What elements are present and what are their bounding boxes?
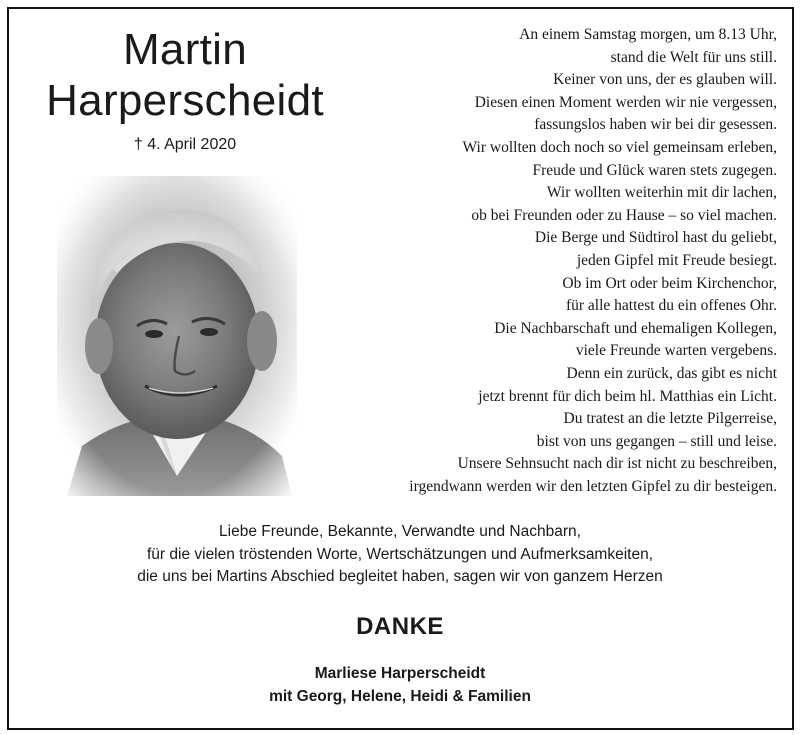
signature-line: Marliese Harperscheidt <box>314 665 486 682</box>
portrait-photo <box>57 176 297 496</box>
poem-line: für alle hattest du ein offenes Ohr. <box>565 297 777 315</box>
signature-line: mit Georg, Helene, Heidi & Familien <box>269 687 531 705</box>
deceased-first-name: Martin <box>122 25 248 74</box>
poem-line: viele Freunde warten vergebens. <box>575 342 777 360</box>
poem-line: stand die Welt für uns still. <box>610 48 777 66</box>
poem-line: Du tratest an die letzte Pilgerreise, <box>563 410 777 428</box>
poem-line: Keiner von uns, der es glauben will. <box>553 71 777 89</box>
poem-line: Wir wollten doch noch so viel gemeinsam erleben, <box>462 138 777 156</box>
poem-line: jeden Gipfel mit Freude besiegt. <box>576 251 777 269</box>
poem-line: An einem Samstag morgen, um 8.13 Uhr, <box>519 26 777 43</box>
thanks-line: Liebe Freunde, Bekannte, Verwandte und Nachbarn, <box>219 523 581 540</box>
poem-line: Freude und Glück waren stets zugegen. <box>532 161 777 179</box>
poem-line: bist von uns gegangen – still und leise. <box>536 432 777 450</box>
thanks-line: die uns bei Martins Abschied begleitet haben, sagen wir von ganzem Herzen <box>137 568 663 585</box>
poem-line: fassungslos haben wir bei dir gesessen. <box>534 116 777 134</box>
poem-text <box>297 24 777 498</box>
poem-line: Diesen einen Moment werden wir nie vergessen, <box>474 93 777 111</box>
poem-line: Unsere Sehnsucht nach dir ist nicht zu beschreiben, <box>457 455 777 473</box>
deceased-last-name: Harperscheidt <box>46 76 324 125</box>
poem-line: Denn ein zurück, das gibt es nicht <box>566 364 777 382</box>
poem-line: jetzt brennt für dich beim hl. Matthias ein Licht. <box>478 387 777 405</box>
poem-line: Die Berge und Südtirol hast du geliebt, <box>534 229 777 247</box>
poem-line: ob bei Freunden oder zu Hause – so viel machen. <box>471 206 777 224</box>
poem-line: irgendwann werden wir den letzten Gipfel zu dir besteigen. <box>409 477 777 495</box>
death-date: † 4. April 2020 <box>133 136 237 153</box>
family-signature <box>0 663 800 708</box>
danke-heading: DANKE <box>356 613 444 640</box>
thanks-line: für die vielen tröstenden Worte, Wertschätzungen und Aufmerksamkeiten, <box>146 545 654 563</box>
poem-line: Ob im Ort oder beim Kirchenchor, <box>562 274 777 292</box>
poem-line: Die Nachbarschaft und ehemaligen Kollegen, <box>494 319 777 337</box>
thanks-message <box>0 521 800 589</box>
poem-line: Wir wollten weiterhin mit dir lachen, <box>546 184 777 202</box>
